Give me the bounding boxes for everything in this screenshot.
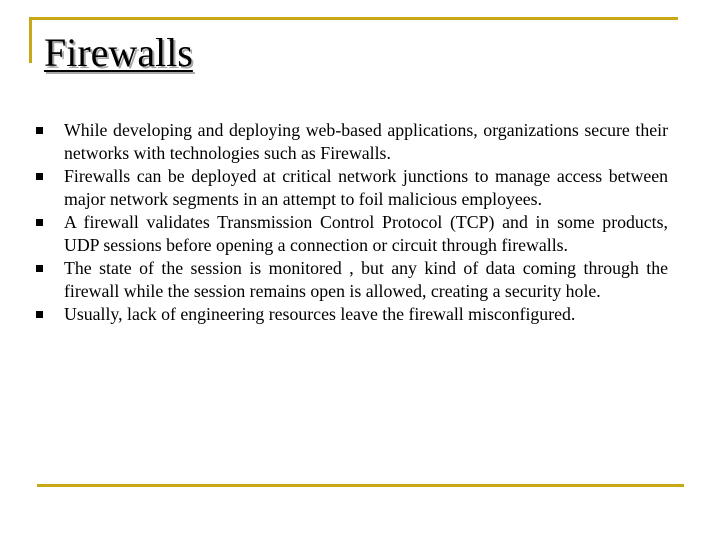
frame-left-rule xyxy=(29,17,32,63)
square-bullet-icon xyxy=(36,127,43,134)
frame-top-rule xyxy=(29,17,678,20)
bullet-item xyxy=(36,119,668,165)
bullet-item xyxy=(36,257,668,303)
slide-title: Firewalls xyxy=(44,30,193,75)
bullet-text: Firewalls can be deployed at critical network junctions to manage access between major network segments in an attempt to foil malicious employees. xyxy=(64,166,668,209)
square-bullet-icon xyxy=(36,311,43,318)
bullet-item xyxy=(36,303,668,326)
bullet-text: Usually, lack of engineering resources leave the firewall misconfigured. xyxy=(64,304,576,324)
bullet-text: The state of the session is monitored , but any kind of data coming through the firewall while the session remains open is allowed, creating a security hole. xyxy=(64,258,668,301)
square-bullet-icon xyxy=(36,265,43,272)
bullet-item xyxy=(36,211,668,257)
bullet-list xyxy=(36,119,668,326)
frame-bottom-rule xyxy=(37,484,684,487)
square-bullet-icon xyxy=(36,173,43,180)
bullet-item xyxy=(36,165,668,211)
square-bullet-icon xyxy=(36,219,43,226)
bullet-text: A firewall validates Transmission Control Protocol (TCP) and in some products, UDP sessions before opening a connection or circuit through firewalls. xyxy=(64,212,668,255)
bullet-text: While developing and deploying web-based applications, organizations secure their networks with technologies such as Firewalls. xyxy=(64,120,668,163)
